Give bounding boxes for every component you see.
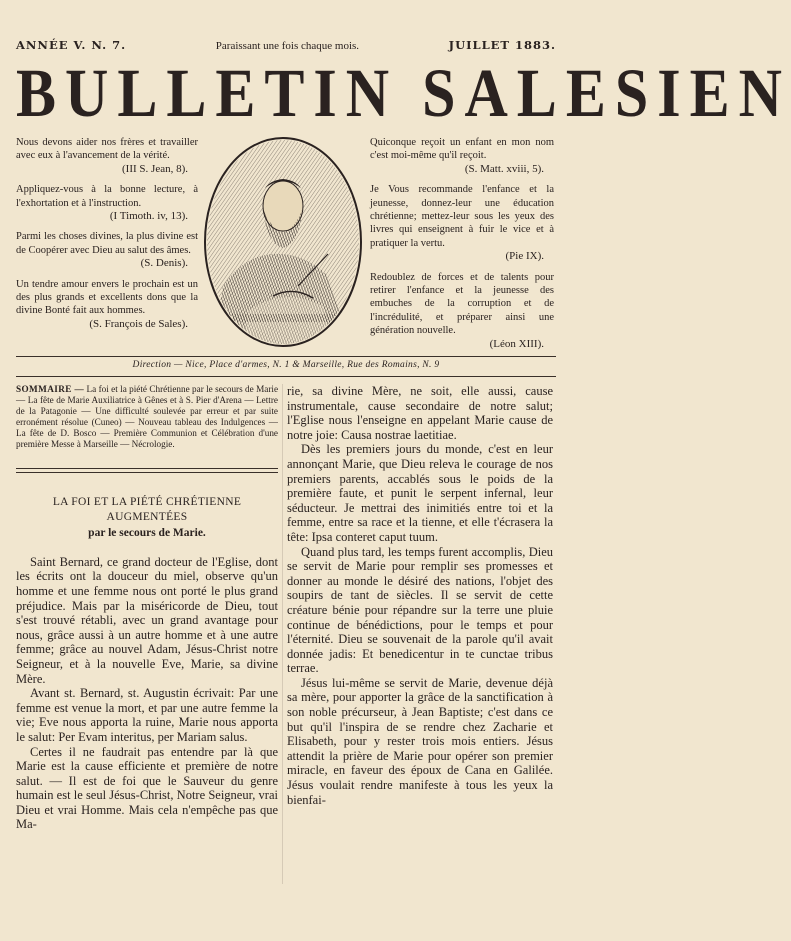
summary-lead: SOMMAIRE — [16,384,85,394]
quote-source: (S. Matt. xviii, 5). [464,162,544,175]
quote-text: Je Vous recommande l'enfance et la jeunesse, donnez-leur une éducation chrétienne; mettez-leur sous les yeux des livres qui enseignent à fuir le vice et à pratiquer la vertu. [370,184,554,249]
article-title: LA FOI ET LA PIÉTÉ CHRÉTIENNE AUGMENTÉES [52,496,242,523]
quote-source: (I Timoth. iv, 13). [109,210,188,223]
paragraph: Saint Bernard, ce grand docteur de l'Eglise, dont les écrits ont la douceur du miel, observe qu'un homme et une femme nous ont porté le plus grand préjudice. Mais par la miséricorde de Dieu, tout s'est trouvé rétabli, avec un grand avantage pour nous, grâce aussi à un autre homme et à une autre femme; grâce au nouvel Adam, Jésus-Christ notre Seigneur, et à la nouvelle Eve, Marie, sa divine Mère. [16,554,278,686]
paragraph: Certes il ne faudrait pas entendre par là que Marie est la cause efficiente et première de notre salut. — Il est de foi que le Sauveur du genre humain est le seul Jésus-Christ, Notre Seigneur, vrai Dieu et vrai Homme. Mais cela n'empêche pas que Ma- [16,744,278,832]
quote [16,230,198,270]
quote-source: (Léon XIII). [489,337,544,350]
divider [16,356,556,357]
quote [370,183,554,263]
quote [370,271,554,351]
divider [16,468,278,469]
quote-text: Redoublez de forces et de talents pour retirer l'enfance et la jeunesse des embuches de la corruption et de l'incrédulité, et préparer ainsi une génération nouvelle. [370,271,554,337]
article-subtitle: par le secours de Marie. [88,527,206,540]
quote-text: Un tendre amour envers le prochain est un des plus grands et excellents dons que la divine Bonté fait aux hommes. [16,278,198,317]
quotes-right [370,136,554,358]
divider [16,472,278,473]
quote [16,183,198,223]
quote [370,136,554,176]
quote-text: Parmi les choses divines, la plus divine est de Coopérer avec Dieu au salut des âmes. [16,231,198,256]
paragraph: rie, sa divine Mère, ne soit, elle aussi, cause instrumentale, cause secondaire de notre salut; l'Eglise nous l'enseigne en appelant Marie cause de notre joie: Causa nostrae laetitiae. [287,384,553,442]
summary-text: La foi et la piété Chrétienne par le secours de Marie — La fête de Marie Auxiliatrice à Gênes et à S. Pier d'Arena — Lettre de la Patagonie — Une difficulté soulevée par erreur et par suite erronément résolue (Cuneo) — Nouveau tableau des Indulgences — La fête de D. Bosco — Première Communion et Célébration d'une première Messe à Marseille — Nécrologie. [16,384,279,449]
paragraph: Quand plus tard, les temps furent accomplis, Dieu se servit de Marie pour remplir ses promesses et donner au monde le désiré des nations, l'objet des soupirs de tant de siècles. Il se servit de cette créature bénie pour répandre sur la terre une pluie continue de bénédictions, pour le temps et pour l'éternité. Dieu se souvenait de la parole qu'il avait donnée jadis: Et benedicentur in te cunctae tribus terrae. [287,544,553,676]
quote [16,136,198,176]
masthead-title: BULLETIN SALESIEN [16,55,791,131]
quote [16,278,198,332]
table-of-contents [16,384,278,450]
right-column [287,384,553,807]
quote-source: (Pie IX). [505,250,544,263]
direction-address: Direction — Nice, Place d'armes, N. 1 & Marseille, Rue des Romains, N. 9 [132,360,440,370]
quote-source: (III S. Jean, 8). [122,162,188,175]
issue-number: ANNÉE V. N. 7. [16,38,127,52]
portrait-icon [203,136,363,348]
quote-text: Nous devons aider nos frères et travailler avec eux à l'avancement de la vérité. [16,137,198,162]
column-divider [282,384,283,884]
paragraph: Dès les premiers jours du monde, c'est en leur annonçant Marie, que Dieu releva le courage de nos premiers parents, accablés sous le poids de la première faute, et punit le serpent infernal, leur séducteur. Je mettrai des inimitiés entre toi et la femme, entre sa race et la tienne, et elle t'écrasera la tête: Ipsa conteret caput tuum. [287,442,553,544]
quotes-left [16,136,198,338]
quote-source: (S. Denis). [140,257,188,270]
paragraph: Avant st. Bernard, st. Augustin écrivait: Par une femme est venue la mort, et par une autre femme la vie; Eve nous apporta la ruine, Marie nous apporta le salut: Per Evam interitus, per Mariam salus. [16,686,278,744]
publication-frequency: Paraissant une fois chaque mois. [215,40,360,52]
saint-portrait-engraving [203,136,363,348]
quote-text: Quiconque reçoit un enfant en mon nom c'est moi-même qu'il reçoit. [370,137,554,162]
left-column [16,384,278,832]
quote-source: (S. François de Sales). [89,317,188,330]
issue-date: JUILLET 1883. [448,38,556,52]
divider [16,376,556,377]
quote-text: Appliquez-vous à la bonne lecture, à l'exhortation et à l'instruction. [16,184,198,209]
paragraph: Jésus lui-même se servit de Marie, devenue déjà sa mère, pour apporter la grâce de la sanctification à son noble précurseur, à Jean Baptiste; c'est dans ce but qu'il l'inspira de se rendre chez Zacharie et Elisabeth, pour y rester trois mois entiers. Jésus attendit la prière de Marie pour opérer son premier miracle, en faveur des époux de Cana en Galilée. Jésus voulait rendre manifeste à tous les yeux la bienfai- [287,675,553,807]
